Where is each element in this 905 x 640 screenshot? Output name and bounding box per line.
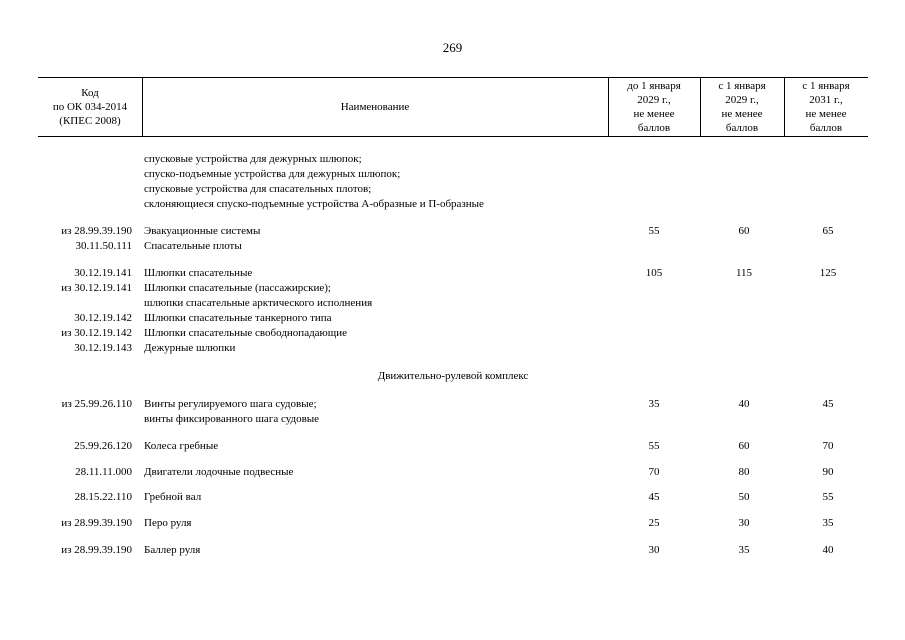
row-value-2031: 70 <box>822 440 834 452</box>
header-col-2029-before: до 1 января 2029 г., не менее баллов <box>627 79 681 134</box>
row-name: Колеса гребные <box>144 440 219 452</box>
header-code: Код по ОК 034-2014 (КПЕС 2008) <box>52 86 128 127</box>
row-code: 25.99.26.120 <box>74 440 132 452</box>
row-code: 30.12.19.141 из 30.12.19.141 30.12.19.142 из 30.12.19.142 30.12.19.143 <box>61 267 132 354</box>
row-name: Двигатели лодочные подвесные <box>144 466 294 478</box>
header-col-2029: с 1 января 2029 г., не менее баллов <box>718 79 766 134</box>
row-value-2029-before: 55 <box>648 440 660 452</box>
row-value-2029: 40 <box>738 398 750 410</box>
row-name: Перо руля <box>144 517 192 529</box>
row-name: Баллер руля <box>144 544 201 556</box>
row-code: 28.11.11.000 <box>75 466 132 478</box>
row-code: из 28.99.39.190 30.11.50.111 <box>61 225 132 252</box>
row-value-2031: 35 <box>822 517 834 529</box>
row-value-2029-before: 25 <box>648 517 660 529</box>
row-value-2031: 55 <box>822 491 834 503</box>
row-name: Шлюпки спасательные Шлюпки спасательные (пассажирские); шлюпки спасательные арктического исполнения Шлюпки спасательные танкерного типа Шлюпки спасательные свободнопадающие Дежурные шлюпки <box>144 267 373 354</box>
row-value-2029: 30 <box>738 517 750 529</box>
row-value-2029-before: 70 <box>648 466 660 478</box>
row-value-2029: 60 <box>738 225 750 237</box>
row-value-2029: 60 <box>738 440 750 452</box>
row-value-2029: 80 <box>738 466 750 478</box>
row-code: из 25.99.26.110 <box>61 398 132 410</box>
row-value-2031: 125 <box>819 267 837 279</box>
section-title: Движительно-рулевой комплекс <box>377 370 529 382</box>
row-value-2031: 45 <box>822 398 834 410</box>
row-value-2031: 65 <box>822 225 834 237</box>
row-value-2031: 40 <box>822 544 834 556</box>
row-value-2029-before: 45 <box>648 491 660 503</box>
row-name: Эвакуационные системы Спасательные плоты <box>144 225 261 252</box>
row-value-2029-before: 35 <box>648 398 660 410</box>
row-value-2029: 115 <box>735 267 753 279</box>
row-name: спусковые устройства для дежурных шлюпок; спуско-подъемные устройства для дежурных шлюпок; спусковые устройства для спасательных плотов; склоняющиеся спуско-подъемные устройства А-образные и П-образные <box>144 153 484 210</box>
header-name: Наименование <box>340 100 410 113</box>
row-value-2029-before: 105 <box>645 267 663 279</box>
row-value-2029-before: 30 <box>648 544 660 556</box>
row-value-2031: 90 <box>822 466 834 478</box>
header-bottom-rule <box>38 136 868 137</box>
row-value-2029-before: 55 <box>648 225 660 237</box>
row-code: из 28.99.39.190 <box>61 517 132 529</box>
page-number: 269 <box>442 40 463 55</box>
row-code: 28.15.22.110 <box>74 491 132 503</box>
row-name: Гребной вал <box>144 491 202 503</box>
row-name: Винты регулируемого шага судовые; винты фиксированного шага судовые <box>144 398 320 425</box>
header-col-2031: с 1 января 2031 г., не менее баллов <box>802 79 850 134</box>
row-code: из 28.99.39.190 <box>61 544 132 556</box>
row-value-2029: 50 <box>738 491 750 503</box>
row-value-2029: 35 <box>738 544 750 556</box>
